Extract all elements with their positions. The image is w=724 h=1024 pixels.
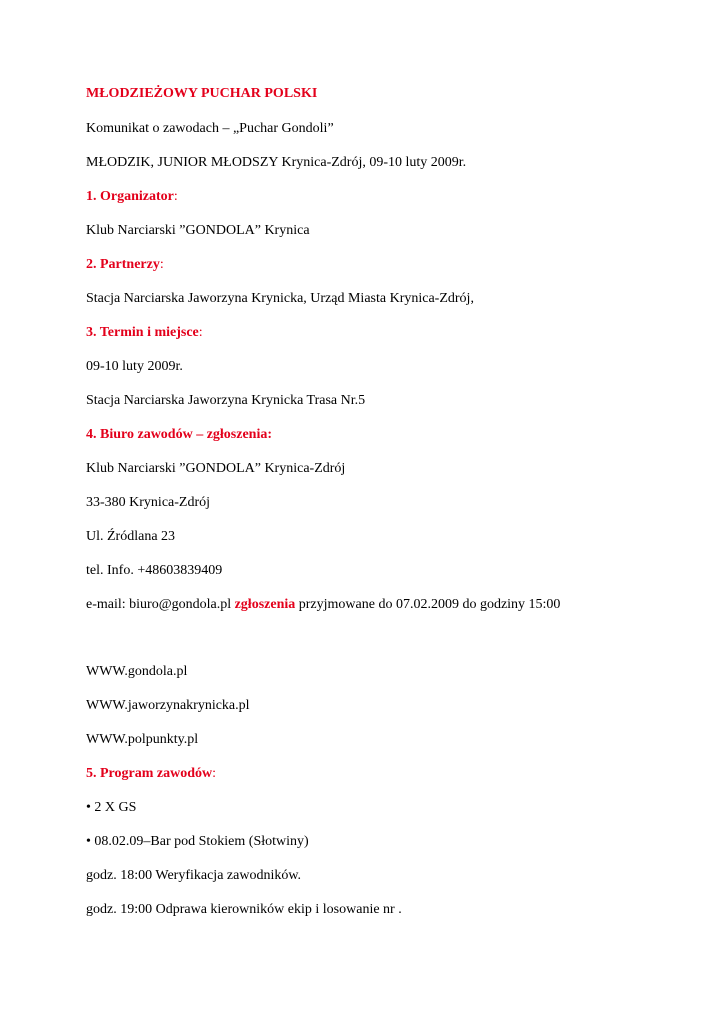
organizer-text: Klub Narciarski ”GONDOLA” Krynica — [86, 223, 310, 238]
section-5-heading — [86, 765, 216, 783]
section-4-heading: 4. Biuro zawodów – zgłoszenia: — [86, 427, 273, 442]
office-phone: tel. Info. +48603839409 — [86, 563, 223, 578]
section-3-colon: : — [198, 325, 203, 340]
office-club: Klub Narciarski ”GONDOLA” Krynica-Zdrój — [86, 461, 346, 476]
email-prefix: e-mail: biuro@gondola.pl — [86, 597, 235, 612]
section-1-heading — [86, 188, 178, 206]
email-suffix: przyjmowane do 07.02.2009 do godziny 15:00 — [295, 597, 561, 612]
section-5-colon: : — [212, 766, 216, 781]
program-item: • 2 X GS — [86, 800, 137, 815]
section-1-title: 1. Organizator — [86, 189, 174, 204]
office-postal: 33-380 Krynica-Zdrój — [86, 495, 211, 510]
office-email-line — [86, 596, 560, 614]
event-place: Stacja Narciarska Jaworzyna Krynicka Trasa Nr.5 — [86, 393, 366, 408]
office-street: Ul. Źródlana 23 — [86, 529, 176, 544]
section-2-heading — [86, 256, 164, 274]
section-5-title: 5. Program zawodów — [86, 766, 213, 781]
event-date: 09-10 luty 2009r. — [86, 359, 183, 374]
section-1-colon: : — [173, 189, 178, 204]
program-item: godz. 19:00 Odprawa kierowników ekip i losowanie nr . — [86, 902, 402, 917]
category-line: MŁODZIK, JUNIOR MŁODSZY Krynica-Zdrój, 09-10 luty 2009r. — [86, 155, 467, 170]
program-item: godz. 18:00 Weryfikacja zawodników. — [86, 868, 302, 883]
document-subtitle: Komunikat o zawodach – „Puchar Gondoli” — [86, 121, 334, 136]
email-highlight: zgłoszenia — [234, 597, 296, 612]
link-gondola[interactable]: WWW.gondola.pl — [86, 664, 188, 679]
section-2-title: 2. Partnerzy — [86, 257, 160, 272]
link-polpunkty[interactable]: WWW.polpunkty.pl — [86, 732, 199, 747]
document-title: MŁODZIEŻOWY PUCHAR POLSKI — [86, 86, 318, 101]
section-2-colon: : — [159, 257, 164, 272]
section-3-heading — [86, 324, 203, 342]
program-item: • 08.02.09–Bar pod Stokiem (Słotwiny) — [86, 834, 309, 849]
partners-text: Stacja Narciarska Jaworzyna Krynicka, Urząd Miasta Krynica-Zdrój, — [86, 291, 474, 306]
link-jaworzyna[interactable]: WWW.jaworzynakrynicka.pl — [86, 698, 250, 713]
section-3-title: 3. Termin i miejsce — [86, 325, 199, 340]
